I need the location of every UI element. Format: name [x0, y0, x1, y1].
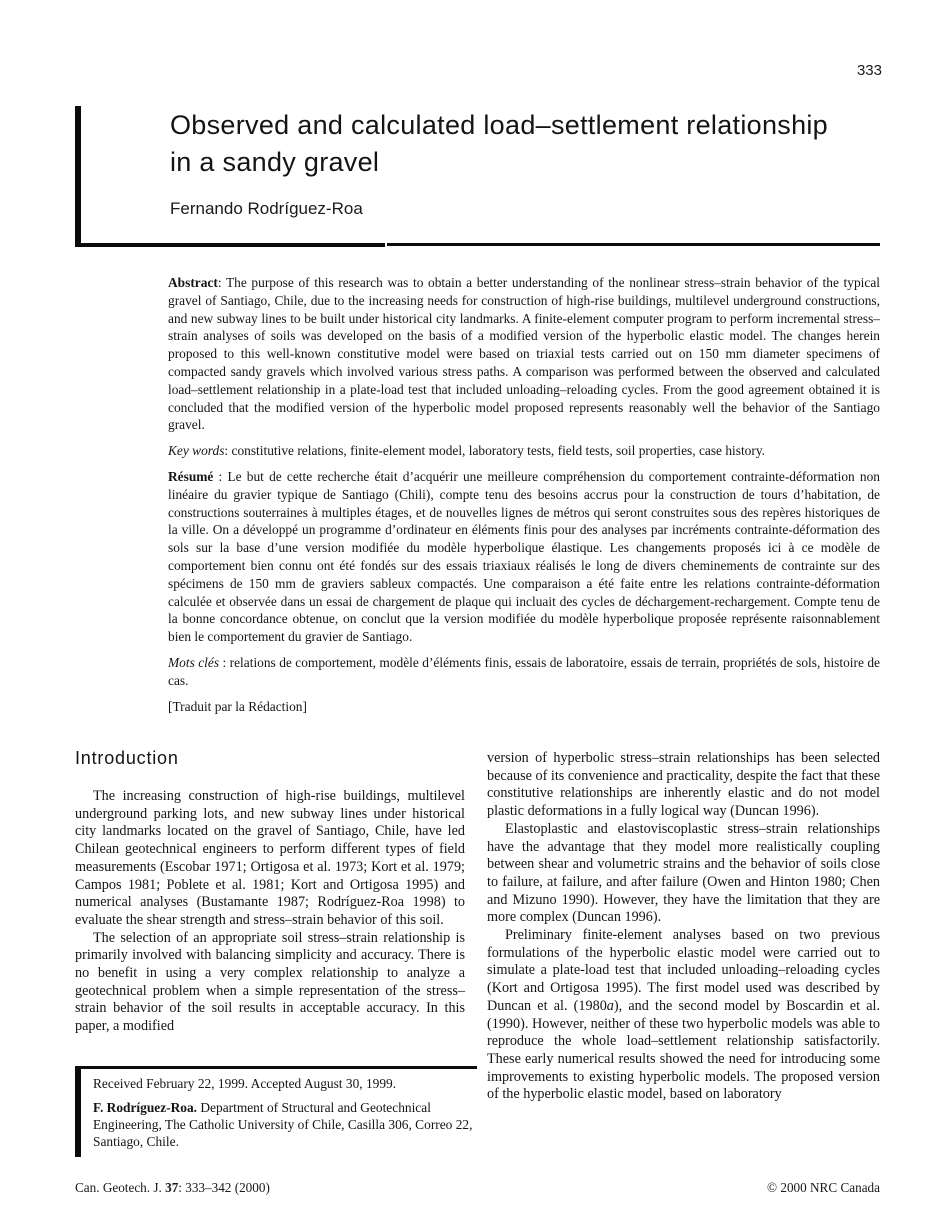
left-column	[75, 748, 465, 1104]
note-author-name: F. Rodríguez-Roa.	[93, 1099, 198, 1115]
abstract-label-sep: :	[217, 275, 226, 290]
article-author: Fernando Rodríguez-Roa	[170, 199, 363, 218]
right-column	[487, 748, 880, 1104]
author-affiliation	[93, 1100, 473, 1151]
motscles-label: Mots clés	[168, 654, 220, 670]
article-title: Observed and calculated load–settlement relationship in a sandy gravel	[170, 110, 828, 177]
page-number: 333	[856, 62, 882, 79]
introduction-heading: Introduction	[75, 748, 179, 768]
resume-label: Résumé	[168, 468, 214, 484]
motscles-sep: :	[219, 654, 230, 670]
intro-paragraph-2: The selection of an appropriate soil stress–strain relationship is primarily involved with balancing simplicity and accuracy. There is no benefit in using a very complex relationship to analyze a geotechnical problem when a simple representation of the stress–strain behavior of the soil results in acceptable accuracy. In this paper, a modified	[75, 929, 465, 1035]
traduit-note: [Traduit par la Rédaction]	[168, 698, 307, 714]
title-accent-bar	[75, 106, 81, 247]
intro-paragraph-4-text: Preliminary finite-element analyses based on two previous formulations of the hyperbolic elastic model were carried out to simulate a plate-load test that included unloading–reloading cycles (Kort and Ortigosa 1995). The first model used was described by Duncan et al. (1980	[487, 927, 880, 1014]
motscles-text: relations de comportement, modèle d’éléments finis, essais de laboratoire, essais de terrain, propriétés de sols, histoire de cas.	[168, 654, 880, 688]
author-note-content	[75, 1069, 477, 1157]
keywords-sep: :	[224, 443, 232, 459]
intro-paragraph-1: The increasing construction of high-rise buildings, multilevel underground parking lots, and new subway lines under historical city landmarks located on the gravel of Santiago, Chile, have led Chilean geotechnical engineers to perform different types of field measurements (Escobar 1971; Ortigosa et al. 1973; Kort et al. 1979; Campos 1981; Poblete et al. 1981; Kort and Ortigosa 1995) and numerical analyses (Bustamante 1987; Rodríguez-Roa 1998) to evaluate the shear strength and stress–strain behavior of this soil.	[75, 788, 465, 928]
copyright-footer: © 2000 NRC Canada	[767, 1180, 880, 1195]
keywords-label: Key words	[168, 443, 225, 459]
author-note-box	[75, 1066, 477, 1157]
journal-volume: 37	[165, 1180, 179, 1195]
two-column-body	[75, 748, 880, 1104]
abstract-text: The purpose of this research was to obtain a better understanding of the nonlinear stress–strain behavior of the typical gravel of Santiago, Chile, due to the increasing needs for construction of high-rise buildings, multilevel underground constructions, and new subway lines to be built under historical city landmarks. A finite-element computer program to perform incremental stress–strain analyses of soils was developed on the basis of a modified version of the hyperbolic elastic model. The changes herein proposed to this well-known constitutive model were based on triaxial tests carried out on 150 mm diameter specimens of compacted sandy gravels which involved various stress paths. A comparison was performed between the observed and calculated load–settlement relationship in a plate-load test that included unloading–reloading cycles. From the good agreement obtained it is concluded that the modified version of the hyperbolic model proposed represents reasonably well the behavior of the Santiago gravel.	[168, 275, 880, 433]
intro-paragraph-3: Elastoplastic and elastoviscoplastic stress–strain relationships have the advantage that they model more realistically coupling between shear and volumetric strains and the behavior of soils close to failure, at failure, and after failure (Owen and Hinton 1980; Chen and Mizuno 1990). However, they have the limitation that they are more complex (Duncan 1996).	[487, 820, 880, 926]
resume-label-sep: :	[213, 468, 228, 484]
journal-footer	[75, 1180, 270, 1196]
keywords-text: constitutive relations, finite-element model, laboratory tests, field tests, soil properties, case history.	[231, 443, 766, 459]
abstract-paragraph	[168, 274, 880, 434]
journal-name: Can. Geotech. J.	[75, 1180, 166, 1195]
resume-paragraph	[168, 468, 880, 646]
intro-paragraph-4-text-end: ), and the second model by Boscardin et al. (1990). However, neither of these two hyperbolic models was able to reproduce the whole load–settlement relationship satisfactorily. These early numerical results showed the need for introducing some improvements to existing hyperbolic models. The proposed version of the hyperbolic elastic model, based on laboratory	[487, 997, 881, 1103]
citation-suffix-italic: a	[606, 997, 614, 1014]
abstract-section	[168, 274, 880, 723]
received-accepted-line: Received February 22, 1999. Accepted August 30, 1999.	[93, 1076, 397, 1091]
abstract-label: Abstract	[168, 275, 218, 290]
motscles-line	[168, 654, 880, 690]
journal-pages: : 333–342 (2000)	[178, 1180, 270, 1195]
header-rule-right	[387, 243, 880, 246]
note-address: Department of Structural and Geotechnical Engineering, The Catholic University of Chile, Casilla 306, Correo 22, Santiago, Chile.	[93, 1099, 473, 1149]
header-rule-left	[75, 243, 385, 247]
keywords-line	[168, 442, 880, 460]
intro-paragraph-4	[487, 927, 880, 1104]
resume-text: Le but de cette recherche était d’acquérir une meilleure compréhension du comportement contrainte-déformation non linéaire du gravier typique de Santiago (Chili), compte tenu des besoins accrus pour la construction de tours d’habitation, de constructions souterraines à multiples étages, et de nouvelles lignes de métros qui seront construites sous des repères historiques de la ville. On a développé un programme d’ordinateur en éléments finis pour des analyses par incréments contrainte-déformation des sols sur la base d’une version modifiée du modèle hyperbolique élastique. Les changements proposés ici à ce modèle de comportement bien connu ont été fondés sur des essais triaxiaux réalisés le long de divers cheminements de contrainte sur des spécimens de 150 mm de graviers sableux compactés. Une comparaison a été faite entre les relations contrainte-déformation calculée et observée dans un essai de chargement de plaque qui incluait des cycles de déchargement-rechargement. Compte tenu de la bonne concordance obtenue, on conclut que la version modifiée du modèle hyperbolique proposée représente raisonnablement bien le comportement du gravier de Santiago.	[168, 468, 881, 645]
intro-paragraph-2-continued: version of hyperbolic stress–strain relationships has been selected because of its convenience and practicality, despite the fact that these constitutive relationships are inherently elastic and do not model plastic deformations in a fully logical way (Duncan 1996).	[487, 750, 880, 820]
